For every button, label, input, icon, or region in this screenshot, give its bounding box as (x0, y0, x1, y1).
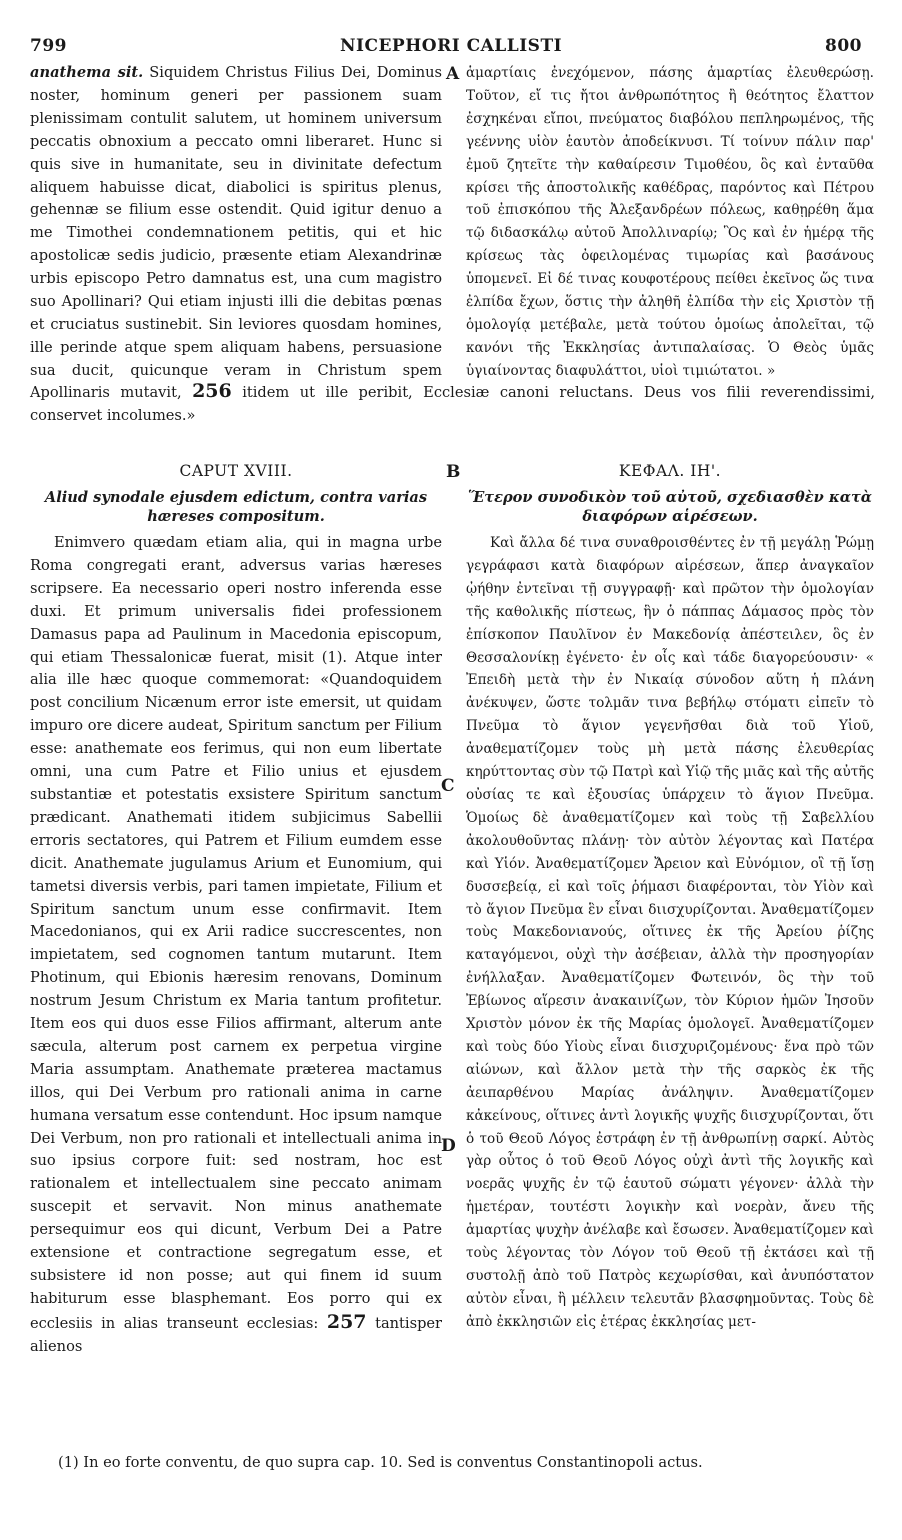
full-line-b: itidem ut ille peribit, Ecclesiæ canoni reluctans. Deus vos filii reverendissimi, conservet incolumes.» (30, 384, 876, 424)
latin-chapter-subtitle: Aliud synodale ejusdem edictum, contra varias hæreses compositum. (44, 489, 428, 525)
latin-top-text: Siquidem Christus Filius Dei, Dominus noster, hominum generi per passionem suam plenissimam contulit salutem, ut hominem universum peccatis obnoxium a peccato omni liberaret. Hunc si quis sive in humanitate, seu in divinitate defectum aliquem habuisse dicat, diabolici is spiritus plenus, gehennæ se filium esse ostendit. Quid igitur denuo a me Timothei condemnationem petitis, qui et hic apostolicæ sedis judicio, præsente etiam Alexandrinæ urbis episcopo Petro damnatus est, una cum magistro suo Apollinari? Qui etiam injusti illi die debitas pœnas et cruciatus sustinebit. Sin leviores quosdam homines, ille perinde atque spem aliquam habens, persuasione sua ducit, quicunque veram in Christum spem (30, 64, 442, 379)
running-title: NICEPHORI CALLISTI (339, 36, 563, 56)
latin-body-text: Enimvero quædam etiam alia, qui in magna urbe Roma congregati erant, adversus varias hæreses scripsere. Ea necessario operi nostro inferenda esse duxi. Et primum universalis fidei professionem Damasus papa ad Paulinum in Macedonia episcopum, qui etiam Thessalonicæ fuerat, misit (1). Atque inter alia ille hæc quoque commemorat: «Quandoquidem post concilium Nicænum error iste emersit, ut quidam impuro ore dicere audeat, Spiritum sanctum per Filium esse: anathemate eos ferimus, qui non eum libertate omni, una cum Patre et Filio unius et ejusdem substantiæ et potestatis exsistere Spiritum sanctum prædicant. Anathemati itidem subjicimus Sabellii erroris sectatores, qui Patrem et Filium eumdem esse dicit. Anathemate jugulamus Arium et Eunomium, qui tametsi diversis verbis, pari tamen impietate, Filium et Spiritum sanctum unum esse confirmavit. Item Macedonianos, qui ex Arii radice succrescentes, non impietatem, sed cognomen tantum mutarunt. Item Photinum, qui Ebionis hæresim renovans, Dominum nostrum Jesum Christum ex Maria tantum profitetur. Item eos qui duos esse Filios affirmant, alterum ante sæcula, alterum post carnem ex perpetua virgine Maria assumptam. Anathemate præterea mactamus illos, qui Dei Verbum pro rationali anima in carne humana versatum esse contendunt. Hoc ipsum namque Dei Verbum, non pro rationali et intellectuali anima in suo ipsius corpore fuit: sed nostram, hoc est rationalem et intellectualem sine peccato animam suscepit et servavit. Non minus anathemate persequimur eos qui dicunt, Verbum Dei a Patre extensione et contractione segregatum esse, et subsistere id non posse; aut qui finem id suum habiturum esse blasphemant. Eos porro qui ex ecclesiis in alias transeunt ecclesias: (30, 534, 442, 1332)
margin-marker-d: D (441, 1136, 456, 1156)
greek-chapter-subtitle: Ἕτερον συνοδικὸν τοῦ αὐτοῦ, σχεδιασθὲν κατὰ διαφόρων αἱρέσεων. (467, 489, 873, 525)
greek-top-text: ἁμαρτίαις ἐνεχόμενον, πάσης ἁμαρτίας ἐλευθερώσῃ. Τοῦτον, εἴ τις ἤτοι ἀνθρωπότητος ἢ θεότητος ἔλαττον ἐσχηκέναι εἴποι, πνεύματος διαβόλου πεπληρωμένος, τῆς γεέννης υἱὸν ἑαυτὸν ἀποδείκνυσι. Τί τοίνυν πάλιν παρ' ἐμοῦ ζητεῖτε τὴν καθαίρεσιν Τιμοθέου, ὃς καὶ ἐνταῦθα κρίσει τῆς ἀποστολικῆς καθέδρας, παρόντος καὶ Πέτρου τοῦ ἐπισκόπου τῆς Ἀλεξανδρέων πόλεως, καθῃρέθη ἅμα τῷ διδασκάλῳ αὐτοῦ Ἀπολλιναρίῳ; Ὃς καὶ ἐν ἡμέρᾳ τῆς κρίσεως τὰς ὀφειλομένας τιμωρίας καὶ βασάνους ὑπομενεῖ. Εἰ δέ τινας κουφοτέρους πείθει ἐκεῖνος ὥς τινα ἐλπίδα ἔχων, ὅστις τὴν ἀληθῆ ἐλπίδα τὴν εἰς Χριστὸν τῇ ὁμολογίᾳ μετέβαλε, μετὰ τούτου ὁμοίως ἀπολεῖται, τῷ κανόνι τῆς Ἐκκλησίας ἀντιπαλαίσας. Ὁ Θεὸς ὑμᾶς ὑγιαίνοντας διαφυλάττοι, υἱοὶ τιμιώτατοι. » (466, 65, 874, 379)
footnote: (1) In eo forte conventu, de quo supra cap. 10. Sed is conventus Constantinopoli actus. (58, 1454, 703, 1471)
greek-body-text: Καὶ ἄλλα δέ τινα συναθροισθέντες ἐν τῇ μεγάλῃ Ῥώμῃ γεγράφασι κατὰ διαφόρων αἱρέσεων, ἅπερ ἀναγκαῖον ᾠήθην ἐντεῖναι τῇ συγγραφῇ· καὶ πρῶτον τὴν ὁμολογίαν τῆς καθολικῆς πίστεως, ἣν ὁ πάππας Δάμασος πρὸς τὸν ἐπίσκοπον Παυλῖνον ἐν Μακεδονίᾳ ἀπέστειλεν, ὃς ἐν Θεσσαλονίκῃ ἐγένετο· ἐν οἷς καὶ τάδε διαγορεύουσιν· « Ἐπειδὴ μετὰ τὴν ἐν Νικαίᾳ σύνοδον αὕτη ἡ πλάνη ἀνέκυψεν, ὥστε τολμᾶν τινα βεβήλῳ στόματι εἰπεῖν τὸ Πνεῦμα τὸ ἅγιον γεγενῆσθαι διὰ τοῦ Υἱοῦ, ἀναθεματίζομεν τοὺς μὴ μετὰ πάσης ἐλευθερίας κηρύττοντας σὺν τῷ Πατρὶ καὶ Υἱῷ τῆς μιᾶς καὶ τῆς αὐτῆς οὐσίας τε καὶ ἐξουσίας ὑπάρχειν τὸ ἅγιον Πνεῦμα. Ὁμοίως δὲ ἀναθεματίζομεν καὶ τοὺς τῇ Σαβελλίου ἀκολουθοῦντας πλάνῃ· τὸν αὐτὸν λέγοντας καὶ Πατέρα καὶ Υἱόν. Ἀναθεματίζομεν Ἄρειον καὶ Εὐνόμιον, οἳ τῇ ἴσῃ δυσσεβείᾳ, εἰ καὶ τοῖς ῥήμασι διαφέρονται, τὸν Υἱὸν καὶ τὸ ἅγιον Πνεῦμα ἓν εἶναι διισχυρίζονται. Ἀναθεματίζομεν τοὺς Μακεδονιανούς, οἵτινες ἐκ τῆς Ἀρείου ῥίζης καταγόμενοι, οὐχὶ τὴν ἀσέβειαν, ἀλλὰ τὴν προσηγορίαν ἐνήλλαξαν. Ἀναθεματίζομεν Φωτεινόν, ὃς τὴν τοῦ Ἐβίωνος αἵρεσιν ἀνακαινίζων, τὸν Κύριον ἡμῶν Ἰησοῦν Χριστὸν μόνον ἐκ τῆς Μαρίας ὁμολογεῖ. Ἀναθεματίζομεν καὶ τοὺς δύο Υἱοὺς εἶναι διισχυριζομένους· ἕνα πρὸ τῶν αἰώνων, καὶ ἄλλον μετὰ τὴν τῆς σαρκὸς ἐκ τῆς ἀειπαρθένου Μαρίας ἀνάληψιν. Ἀναθεματίζομεν κἀκείνους, οἵτινες ἀντὶ λογικῆς ψυχῆς διισχυρίζονται, ὅτι ὁ τοῦ Θεοῦ Λόγος ἐστράφη ἐν τῇ ἀνθρωπίνῃ σαρκί. Αὐτὸς γὰρ οὗτος ὁ τοῦ Θεοῦ Λόγος οὐχὶ ἀντὶ τῆς λογικῆς καὶ νοερᾶς ψυχῆς ἐν τῷ ἑαυτοῦ σώματι γέγονεν· ἀλλὰ τὴν ἡμετέραν, τουτέστι λογικὴν καὶ νοερὰν, ἄνευ τῆς ἁμαρτίας ψυχὴν ἀνέλαβε καὶ ἔσωσεν. Ἀναθεματίζομεν καὶ τοὺς λέγοντας τὸν Λόγον τοῦ Θεοῦ τῇ ἐκτάσει καὶ τῇ συστολῇ ἀπὸ τοῦ Πατρὸς κεχωρίσθαι, καὶ ἀνυπόστατον αὐτὸν εἶναι, ἢ μέλλειν τελευτᾶν βλασφημοῦντας. Τοὺς δὲ ἀπὸ ἐκκλησιῶν εἰς ἑτέρας ἐκκλησίας μετ- (466, 535, 874, 1330)
greek-column-body (466, 532, 874, 1400)
latin-column-body (30, 532, 442, 1400)
greek-chapter-title: ΚΕΦΑΛ. ΙΗ'. (618, 462, 722, 480)
latin-lead: anathema sit. (30, 64, 144, 81)
latin-body-tail: tantisper alienos (30, 1314, 442, 1355)
margin-marker-a: A (446, 64, 460, 84)
right-page-number: 800 (825, 36, 862, 56)
full-width-line (30, 380, 875, 428)
latin-column-top (30, 62, 442, 380)
left-page-number: 799 (30, 36, 67, 56)
greek-column-top (466, 62, 874, 380)
column-number-257: 257 (326, 1310, 367, 1333)
latin-chapter-title: CAPUT XVIII. (179, 462, 293, 480)
margin-marker-c: C (441, 776, 455, 796)
column-number-256: 256 (192, 380, 232, 402)
full-line-a: Apollinaris mutavit, (30, 384, 182, 401)
margin-marker-b: B (446, 462, 461, 482)
